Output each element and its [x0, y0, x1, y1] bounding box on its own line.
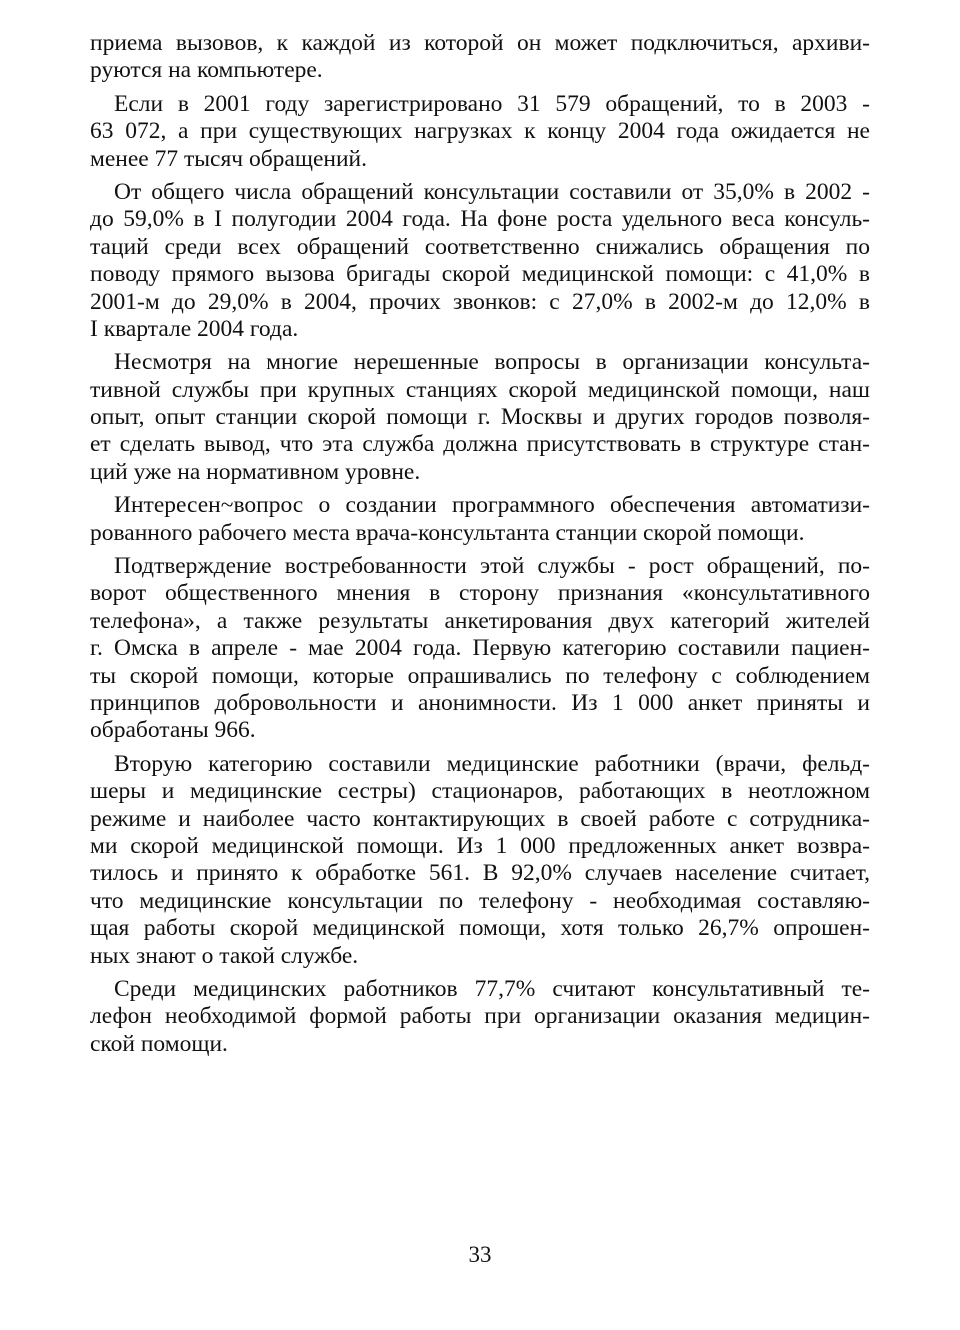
text-line: ных знают о такой службе.	[90, 942, 359, 969]
text-line: г. Омска в апреле - мае 2004 года. Первую категорию составили пациен-	[90, 635, 870, 662]
paragraph	[90, 30, 870, 85]
text-line: Вторую категорию составили медицинские работники (врачи, фельд-	[114, 750, 870, 777]
text-line: ты скорой помощи, которые опрашивались по телефону с соблюдением	[90, 662, 870, 689]
text-line: щая работы скорой медицинской помощи, хотя только 26,7% опрошен-	[90, 915, 870, 942]
text-line: 63 072, а при существующих нагрузках к концу 2004 года ожидается не	[90, 118, 870, 145]
text-line: что медицинские консультации по телефону - необходимая составляю-	[90, 887, 870, 914]
text-line: Несмотря на многие нерешенные вопросы в организации консульта-	[114, 349, 870, 376]
text-line: Интересен~вопрос о создании программного обеспечения автоматизи-	[114, 492, 870, 519]
text-line: опыт, опыт станции скорой помощи г. Москвы и других городов позволя-	[90, 404, 870, 431]
text-line: ций уже на нормативном уровне.	[90, 458, 421, 485]
paragraph	[90, 91, 870, 173]
text-line: рованного рабочего места врача-консультанта станции скорой помощи.	[90, 519, 805, 546]
text-line: Среди медицинских работников 77,7% считают консультативный те-	[114, 975, 870, 1002]
paragraph	[90, 553, 870, 745]
text-line: менее 77 тысяч обращений.	[90, 145, 367, 172]
text-line: тилось и принято к обработке 561. В 92,0% случаев население считает,	[90, 860, 870, 887]
text-line: 2001-м до 29,0% в 2004, прочих звонков: с 27,0% в 2002-м до 12,0% в	[90, 288, 870, 315]
text-line: до 59,0% в I полугодии 2004 года. На фоне роста удельного веса консуль-	[90, 206, 870, 233]
text-line: режиме и наиболее часто контактирующих в своей работе с сотрудника-	[90, 805, 870, 832]
paragraph	[90, 179, 870, 343]
paragraph	[90, 492, 870, 547]
page-number: 33	[468, 1242, 492, 1267]
text-line: Подтверждение востребованности этой службы - рост обращений, по-	[114, 553, 870, 580]
text-line: лефон необходимой формой работы при организации оказания медицин-	[90, 1003, 870, 1030]
text-line: тивной службы при крупных станциях скорой медицинской помощи, наш	[90, 376, 870, 403]
text-line: ской помощи.	[90, 1030, 228, 1057]
text-line: От общего числа обращений консультации составили от 35,0% в 2002 -	[114, 178, 870, 205]
text-line: таций среди всех обращений соответственно снижались обращения по	[90, 233, 870, 260]
paragraph	[90, 976, 870, 1058]
text-line: ворот общественного мнения в сторону признания «консультативного	[90, 580, 870, 607]
text-line: телефона», а также результаты анкетирования двух категорий жителей	[90, 607, 870, 634]
text-line: принципов добровольности и анонимности. Из 1 000 анкет приняты и	[90, 689, 870, 716]
paragraph	[90, 751, 870, 970]
text-line: Если в 2001 году зарегистрировано 31 579 обращений, то в 2003 -	[114, 90, 870, 117]
text-line: I квартале 2004 года.	[90, 315, 299, 342]
text-line: руются на компьютере.	[90, 57, 323, 84]
paragraph	[90, 349, 870, 486]
text-line: ми скорой медицинской помощи. Из 1 000 предложенных анкет возвра-	[90, 832, 870, 859]
text-line: поводу прямого вызова бригады скорой медицинской помощи: с 41,0% в	[90, 261, 870, 288]
text-line: приема вызовов, к каждой из которой он может подключиться, архиви-	[90, 30, 870, 56]
body-text	[90, 30, 870, 1064]
text-line: шеры и медицинские сестры) стационаров, работающих в неотложном	[90, 778, 870, 805]
text-line: обработаны 966.	[90, 717, 256, 744]
text-line: ет сделать вывод, что эта служба должна присутствовать в структуре стан-	[90, 431, 870, 458]
